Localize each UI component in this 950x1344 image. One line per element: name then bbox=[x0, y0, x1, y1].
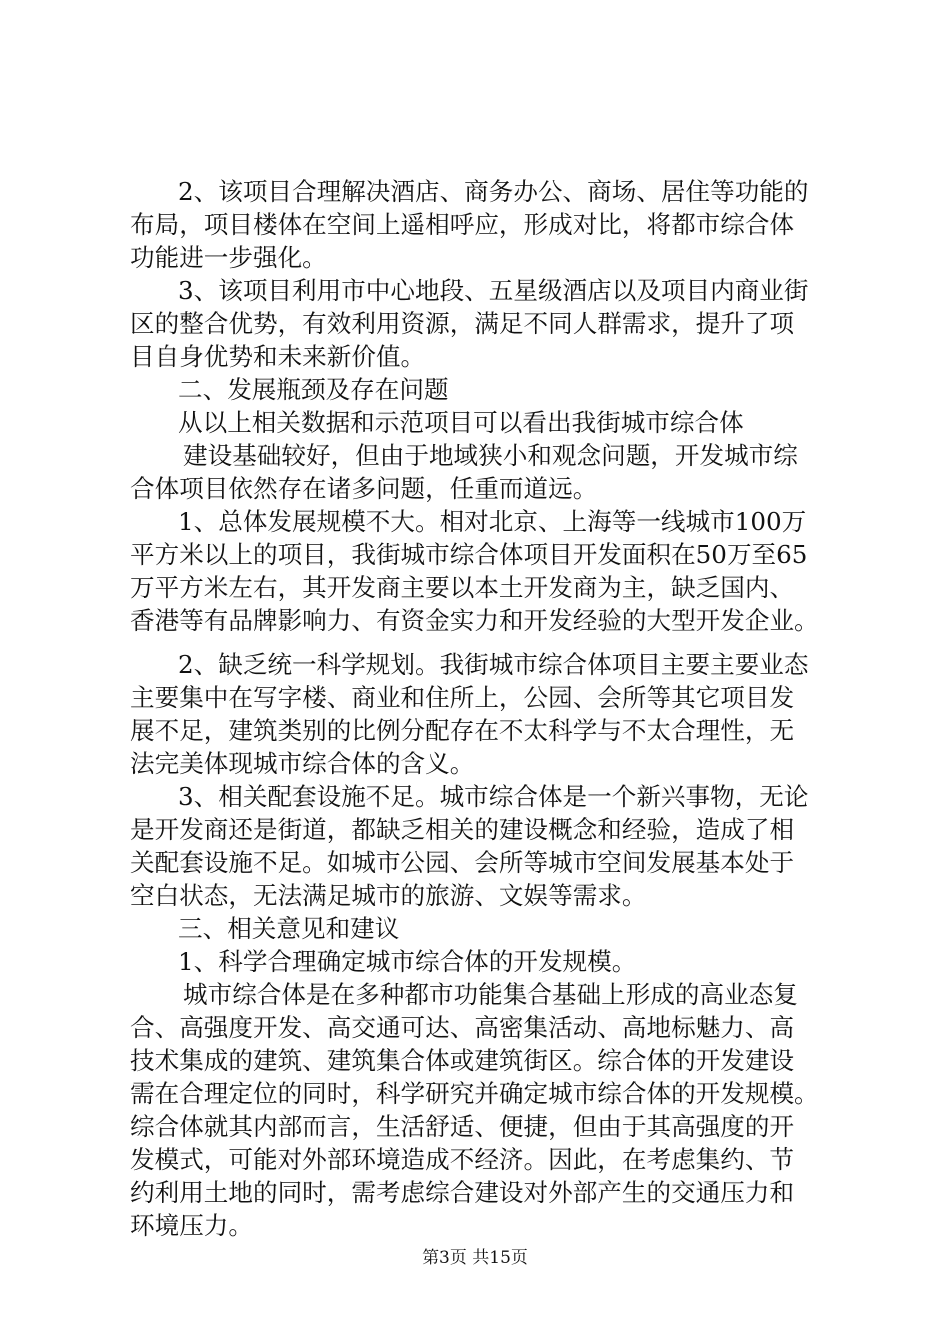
body-text-line: 功能进一步强化。 bbox=[130, 243, 327, 272]
body-text-line: 2、该项目合理解决酒店、商务办公、商场、居住等功能的 bbox=[178, 177, 809, 206]
body-text-line: 主要集中在写字楼、商业和住所上，公园、会所等其它项目发 bbox=[130, 683, 795, 712]
page-number-footer: 第3页 共15页 bbox=[422, 1248, 528, 1268]
body-text-line: 展不足，建筑类别的比例分配存在不太科学与不太合理性，无 bbox=[130, 716, 795, 745]
section-heading: 三、相关意见和建议 bbox=[178, 914, 400, 943]
body-text-line: 合、高强度开发、高交通可达、高密集活动、高地标魅力、高 bbox=[130, 1013, 795, 1042]
subsection-heading: 1、科学合理确定城市综合体的开发规模。 bbox=[178, 947, 637, 976]
body-text-line: 布局，项目楼体在空间上遥相呼应，形成对比，将都市综合体 bbox=[130, 210, 795, 239]
body-text-line: 合体项目依然存在诸多问题，任重而道远。 bbox=[130, 474, 598, 503]
body-text-line: 约利用土地的同时，需考虑综合建设对外部产生的交通压力和 bbox=[130, 1178, 795, 1207]
body-text-line: 城市综合体是在多种都市功能集合基础上形成的高业态复 bbox=[183, 980, 798, 1009]
body-text-line: 3、相关配套设施不足。城市综合体是一个新兴事物，无论 bbox=[178, 782, 809, 811]
body-text-line: 关配套设施不足。如城市公园、会所等城市空间发展基本处于 bbox=[130, 848, 795, 877]
body-text-line: 是开发商还是街道，都缺乏相关的建设概念和经验，造成了相 bbox=[130, 815, 795, 844]
body-text-line: 区的整合优势，有效利用资源，满足不同人群需求，提升了项 bbox=[130, 309, 795, 338]
body-text-line: 建设基础较好，但由于地域狭小和观念问题，开发城市综 bbox=[183, 441, 798, 470]
body-text-line: 目自身优势和未来新价值。 bbox=[130, 342, 426, 371]
body-text-line: 香港等有品牌影响力、有资金实力和开发经验的大型开发企业。 bbox=[130, 606, 819, 635]
body-text-line: 3、该项目利用市中心地段、五星级酒店以及项目内商业街 bbox=[178, 276, 809, 305]
body-text-line: 1、总体发展规模不大。相对北京、上海等一线城市100万 bbox=[178, 507, 807, 536]
body-text-line: 需在合理定位的同时，科学研究并确定城市综合体的开发规模。 bbox=[130, 1079, 819, 1108]
body-text-line: 空白状态，无法满足城市的旅游、文娱等需求。 bbox=[130, 881, 647, 910]
body-text-line: 平方米以上的项目，我街城市综合体项目开发面积在50万至65 bbox=[130, 540, 808, 569]
body-text-line: 技术集成的建筑、建筑集合体或建筑街区。综合体的开发建设 bbox=[130, 1046, 795, 1075]
section-heading: 二、发展瓶颈及存在问题 bbox=[178, 375, 449, 404]
body-text-line: 发模式，可能对外部环境造成不经济。因此，在考虑集约、节 bbox=[130, 1145, 795, 1174]
body-text-line: 环境压力。 bbox=[130, 1211, 253, 1240]
body-text-line: 2、缺乏统一科学规划。我街城市综合体项目主要主要业态 bbox=[178, 650, 809, 679]
body-text-line: 从以上相关数据和示范项目可以看出我街城市综合体 bbox=[178, 408, 744, 437]
body-text-line: 万平方米左右，其开发商主要以本土开发商为主，缺乏国内、 bbox=[130, 573, 795, 602]
body-text-line: 法完美体现城市综合体的含义。 bbox=[130, 749, 475, 778]
body-text-line: 综合体就其内部而言，生活舒适、便捷，但由于其高强度的开 bbox=[130, 1112, 795, 1141]
